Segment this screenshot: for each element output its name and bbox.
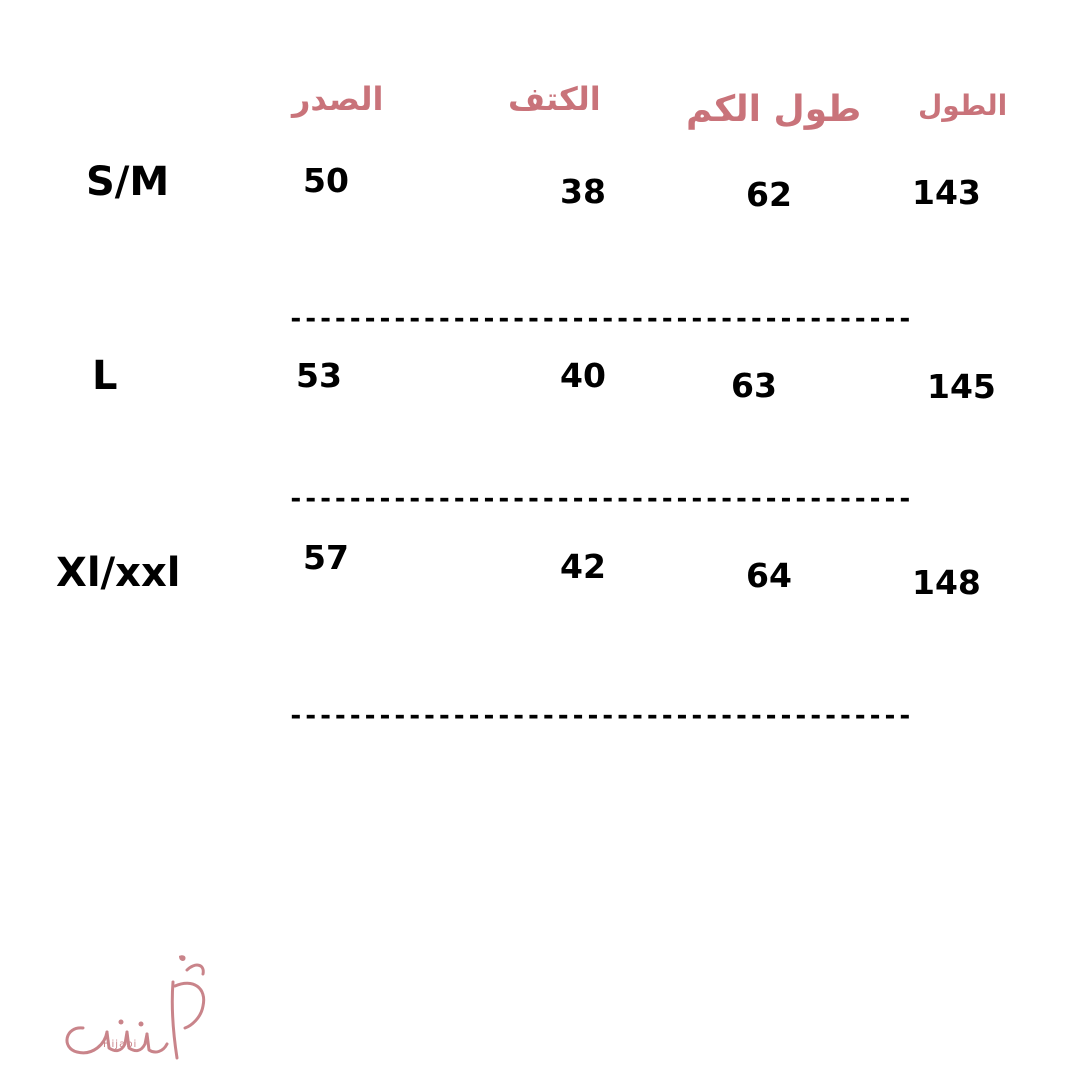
shoulder-value: 40	[560, 356, 606, 395]
sleeve-length-value: 64	[746, 556, 792, 595]
shoulder-value: 42	[560, 547, 606, 586]
size-label: Xl/xxl	[56, 550, 181, 596]
length-value: 143	[912, 173, 981, 212]
row-separator: ------------------------------------------	[288, 703, 912, 729]
shoulder-value: 38	[560, 172, 606, 211]
chest-value: 50	[303, 161, 349, 200]
length-value: 145	[927, 367, 996, 406]
header-shoulder: الكتف	[508, 80, 601, 118]
length-value: 148	[912, 563, 981, 602]
header-length: الطول	[918, 89, 1008, 122]
sleeve-length-value: 63	[731, 366, 777, 405]
row-separator: ------------------------------------------	[288, 486, 912, 512]
brand-logo	[55, 948, 225, 1073]
header-sleeve-length: طول الكم	[686, 89, 862, 130]
size-label: S/M	[86, 159, 170, 205]
row-separator: ------------------------------------------	[288, 306, 912, 332]
chest-value: 53	[296, 356, 342, 395]
header-chest: الصدر	[292, 80, 384, 118]
sleeve-length-value: 62	[746, 175, 792, 214]
brand-logo-text: Hijabi	[103, 1039, 138, 1050]
size-label: L	[92, 353, 118, 399]
chest-value: 57	[303, 538, 349, 577]
